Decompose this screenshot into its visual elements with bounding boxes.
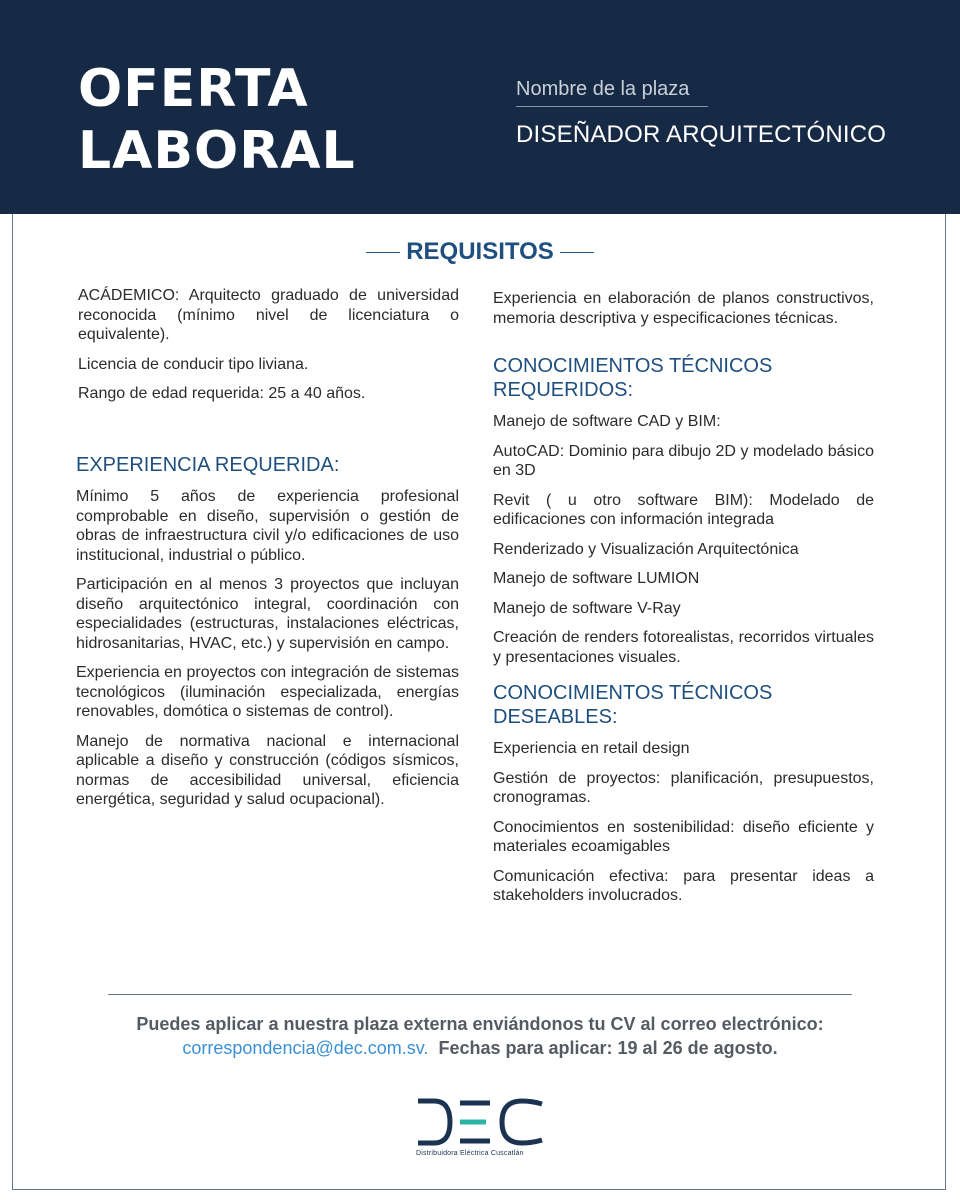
plaza-divider xyxy=(516,106,708,107)
conocimiento-item: Manejo de software LUMION xyxy=(493,570,700,587)
right-column xyxy=(493,289,874,916)
title-line-1: OFERTA xyxy=(78,59,309,119)
footer-divider xyxy=(108,994,852,995)
dec-logo-mark xyxy=(416,1098,546,1148)
title-line-2: LABORAL xyxy=(78,121,356,181)
email-link[interactable]: correspondencia@dec.com.sv. xyxy=(182,1038,429,1058)
heading-dash-right xyxy=(560,252,594,253)
conocimientos-requeridos-title: CONOCIMIENTOS TÉCNICOS REQUERIDOS: xyxy=(493,355,773,401)
experiencia-item: Participación en al menos 3 proyectos que incluyan diseño arquitectónico integral, coordinación con especialidades (estructuras, instalaciones eléctricas, hidrosanitarias, HVAC, etc.) y supervisión en campo. xyxy=(76,576,459,652)
experiencia-title: EXPERIENCIA REQUERIDA: xyxy=(76,454,340,476)
page-title xyxy=(78,58,356,182)
requisitos-heading xyxy=(0,238,960,266)
heading-dash-left xyxy=(366,252,400,253)
conocimiento-item: AutoCAD: Dominio para dibujo 2D y modelado básico en 3D xyxy=(493,442,874,479)
header-banner xyxy=(0,0,960,214)
requirement-licencia: Licencia de conducir tipo liviana. xyxy=(78,355,309,373)
requirement-academico: ACÁDEMICO: Arquitecto graduado de universidad reconocida (mínimo nivel de licenciatura o equivalente). xyxy=(78,287,459,343)
experiencia-section xyxy=(76,453,459,820)
plaza-name: DISEÑADOR ARQUITECTÓNICO xyxy=(516,121,887,148)
logo-subtitle: Distribuidora Eléctrica Cuscatlán xyxy=(416,1150,524,1157)
plaza-label: Nombre de la plaza xyxy=(516,78,690,100)
conocimiento-item: Manejo de software V-Ray xyxy=(493,599,681,617)
conocimiento-item: Renderizado y Visualización Arquitectónica xyxy=(493,540,799,558)
requirement-planos: Experiencia en elaboración de planos constructivos, memoria descriptiva y especificaciones técnicas. xyxy=(493,290,874,327)
conocimiento-item: Revit ( u otro software BIM): Modelado de edificaciones con información integrada xyxy=(493,491,874,528)
deseable-item: Conocimientos en sostenibilidad: diseño eficiente y materiales ecoamigables xyxy=(493,818,874,855)
requirement-edad: Rango de edad requerida: 25 a 40 años. xyxy=(78,385,366,402)
footer-contact-line xyxy=(0,1036,960,1060)
experiencia-item: Experiencia en proyectos con integración de sistemas tecnológicos (iluminación especializada, energías renovables, domótica o sistemas de control). xyxy=(76,664,459,720)
requisitos-heading-text: REQUISITOS xyxy=(406,238,554,265)
footer-apply-text: Puedes aplicar a nuestra plaza externa enviándonos tu CV al correo electrónico: xyxy=(136,1014,824,1034)
deseable-item: Gestión de proyectos: planificación, presupuestos, cronogramas. xyxy=(493,769,874,806)
conocimiento-item: Creación de renders fotorealistas, recorridos virtuales y presentaciones visuales. xyxy=(493,629,874,666)
footer-dates: Fechas para aplicar: 19 al 26 de agosto. xyxy=(438,1038,778,1058)
deseable-item: Comunicación efectiva: para presentar ideas a stakeholders involucrados. xyxy=(493,867,874,904)
experiencia-item: Mínimo 5 años de experiencia profesional comprobable en diseño, supervisión o gestión de obras de infraestructura civil y/o edificaciones de uso institucional, industrial o público. xyxy=(76,488,459,564)
footer-text xyxy=(0,1012,960,1060)
left-intro xyxy=(78,286,459,414)
conocimiento-item: Manejo de software CAD y BIM: xyxy=(493,413,721,430)
conocimientos-deseables-title: CONOCIMIENTOS TÉCNICOS DESEABLES: xyxy=(493,682,773,728)
experiencia-item: Manejo de normativa nacional e internacional aplicable a diseño y construcción (códigos sísmicos, normas de accesibilidad universal, eficiencia energética, seguridad y salud ocupacional). xyxy=(76,732,459,808)
deseable-item: Experiencia en retail design xyxy=(493,740,690,757)
